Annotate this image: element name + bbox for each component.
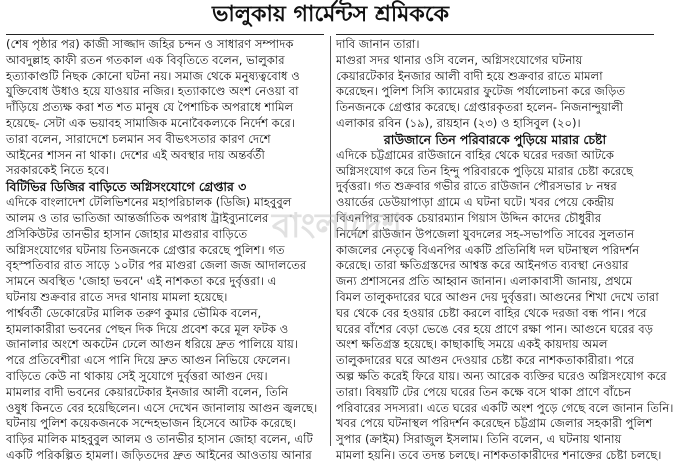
text-line: দুর্বৃত্তরা। গত শুক্রবার গভীর রাতে রাউজান পৌরসভার ৮ নম্বর	[336, 179, 617, 194]
text-line: পরে প্রতিবেশীরা এসে পানি দিয়ে দ্রুত আগুন নিভিয়ে ফেলেন।	[6, 353, 291, 368]
watermark: বাংলাদেশ	[271, 206, 403, 246]
text-line: মামলার বাদী ভবনের কেয়ারটেকার ইনজার আলী বলেন, তিনি	[6, 384, 289, 399]
text-line: জন্য প্রশাসনের প্রতি আহ্বান জানান। এলাকাবাসী জানায়, প্রথমে	[336, 274, 633, 289]
text-line: ঘরের বাঁশের বেড়া ভেঙে বের হয়ে প্রাণে রক্ষা পান। আগুনে ঘরের বড়	[336, 321, 654, 336]
text-line: একটি পরিকল্পিত হামলা। জড়িতদের দ্রুত আইনের আওতায় আনার	[6, 447, 312, 462]
text-line: পরিবারের সদস্যরা। এতে ঘরের একটি অংশ পুড়ে গেছে বলে জানান তিনি।	[336, 400, 673, 415]
text-line: তারা। বিষয়টি টের পেয়ে ঘরের তিন কক্ষে বসে থাকা প্রাণে বাঁচেন	[336, 384, 632, 399]
text-line: কেয়ারটেকার ইনজার আলী বাদী হয়ে শুক্রবার রাতে মামলা	[336, 68, 603, 83]
text-line: কাজলের নেতৃত্বে বিএনপির একটি প্রতিনিধি দল ঘটনাস্থল পরিদর্শন	[336, 242, 640, 257]
text-line: বিমল তালুকদারের ঘরে আগুন দেয় দুর্বৃত্তরা। আগুনের শিখা দেখে তারা	[336, 289, 659, 304]
left-block-1	[6, 37, 324, 179]
text-line: হয়েছে- সেটা এক ভয়াবহ সামাজিক মনোবৈকল্যকে নির্দেশ করে।	[6, 115, 295, 130]
text-line: মাগুরা সদর থানার ওসি বলেন, অগ্নিসংযোগের ঘটনায়	[336, 52, 583, 67]
text-line: প্রসিকিউটর তানভীর হাসান জোহার মাগুরার বাড়িতে	[6, 226, 248, 241]
text-line: আইনের শাসন না থাকা। দেশের এই অবস্থার দায় অন্তর্বর্তী	[6, 147, 265, 162]
text-line: করেছেন। পুলিশ সিসি ক্যামেরার ফুটেজ পর্যালোচনা করে জড়িত	[336, 84, 626, 99]
text-line: সুপার (ক্রাইম) সিরাজুল ইসলাম। তিনি বলেন, এ ঘটনায় থানায়	[336, 432, 622, 447]
text-line: তারা বলেন, সারাদেশে চলমান সব বীভৎসতার কারণ দেশে	[6, 131, 271, 146]
text-line: ঘটনায় শুক্রবার রাতে সদর থানায় মামলা হয়েছে।	[6, 289, 228, 304]
text-line: ঘটনায় পুলিশ কয়েকজনকে সন্দেহভাজন হিসেবে আটক করেছে।	[6, 416, 296, 431]
text-line: দাবি জানান তারা।	[336, 37, 420, 51]
text-line: অল্প ক্ষতি করেই ফিরে যায়। অন্য আরেক ব্যক্তির ঘরেও অগ্নিসংযোগ করে	[336, 368, 667, 383]
text-line: সরকারকেই নিতে হবে।	[6, 163, 110, 178]
text-line: করেছে। তারা ক্ষতিগ্রস্তদের আশ্বস্ত করে আইনগত ব্যবস্থা নেওয়ার	[336, 258, 629, 273]
text-line: মামলা হয়নি। তবে তদন্ত চলছে। নাশকতাকারীদের শনাক্তের চেষ্টা চলছে।	[336, 447, 662, 462]
text-line: সামনে অবস্থিত 'জোহা ভবনে' এই নাশকতা করে দুর্বৃত্তরা। এ	[6, 274, 277, 289]
text-line: দাঁড়িয়ে প্রত্যক্ষ করা শত শত মানুষ যে পৈশাচিক অপরাধে শামিল	[6, 100, 294, 115]
text-line: তিনজনকে গ্রেপ্তার করেছে। গ্রেপ্তারকৃতরা হলেন- নিজনান্দুয়ালী	[336, 100, 624, 115]
text-line: জানালার অংশে অকটেন ঢেলে আগুন ধরিয়ে দ্রুত পালিয়ে যায়।	[6, 337, 299, 352]
text-line: এদিকে চট্টগ্রামের রাউজানে বাহির থেকে ঘরের দরজা আটকে	[336, 147, 614, 162]
text-line: আবদুল্লাহ কাফী রতন গতকাল এক বিবৃতিতে বলেন, ভালুকার	[6, 52, 285, 67]
subheading-btv-dg-arson: বিটিভির ডিজির বাড়িতে অগ্নিসংযোগে গ্রেপ্তার ৩	[6, 179, 247, 195]
headline: ভালুকায় গার্মেন্টস শ্রমিককে	[211, 2, 450, 27]
text-line: খবর পেয়ে ঘটনাস্থল পরিদর্শন করেছেন চট্টগ্রাম জেলার সহকারী পুলিশ	[336, 416, 653, 431]
text-line: বিএনপির সাবেক চেয়ারম্যান গিয়াস উদ্দিন কাদের চৌধুরীর	[336, 210, 602, 225]
text-line: নির্দেশে রাউজান উপজেলা যুবদলের সহ-সভাপতি সাবের সুলতান	[336, 226, 635, 241]
headline-rule-right	[336, 34, 654, 35]
text-line: অগ্নিসংযোগ করে তিন হিন্দু পরিবারকে পুড়িয়ে মারার চেষ্টা করেছে	[336, 163, 634, 178]
text-line: হত্যাকাণ্ডটি নিছক কোনো ঘটনা নয়। সমাজ থেকে মনুষ্যত্ববোধ ও	[6, 68, 300, 83]
headline-rule-left	[6, 34, 324, 35]
text-line: এদিকে বাংলাদেশ টেলিভিশনের মহাপরিচালক (ডিজি) মাহবুবুল	[6, 195, 292, 210]
subheading-raozan-arson: রাউজানে তিন পরিবারকে পুড়িয়ে মারার চেষ্টা	[383, 131, 607, 147]
text-line: (শেষ পৃষ্ঠার পর) কাজী সাজ্জাদ জহির চন্দন ও সাধারণ সম্পাদক	[6, 37, 294, 51]
text-line: বাড়ির মালিক মাহবুবুল আলম ও তানভীর হাসান জোহা বলেন, এটি	[6, 432, 313, 447]
text-line: এলাকার রবিন (১৯), রায়হান (২৩) ও হাসিবুল (২০)।	[336, 115, 581, 130]
text-line: হামলাকারীরা ভবনের পেছন দিক দিয়ে প্রবেশ করে মূল ফটক ও	[6, 321, 289, 336]
text-line: তালুকদারের ঘরে আগুন দেওয়ার চেষ্টা করে নাশকতাকারীরা। পরে	[336, 353, 634, 368]
text-line: অগ্নিসংযোগের ঘটনায় তিনজনকে গ্রেপ্তার করেছে পুলিশ। গত	[6, 242, 285, 257]
text-line: ওষুধ কিনতে বের হয়েছিলেন। এসে দেখেন জানালায় আগুন জ্বলছে।	[6, 400, 318, 415]
text-line: পার্শ্ববর্তী ডেকোরেটর মালিক তরুণ কুমার ভৌমিক বলেন,	[6, 305, 262, 320]
text-line: বৃহস্পতিবার রাত সাড়ে ১০টার পর মাগুরা জেলা জজ আদালতের	[6, 258, 307, 273]
text-line: অংশ ক্ষতিগ্রস্ত হয়েছে। কাছাকাছি সময়ে একই কায়দায় অমল	[336, 337, 608, 352]
text-line: আলম ও তার ভাতিজা আন্তর্জাতিক অপরাধ ট্রাইব্যুনালের	[6, 210, 269, 225]
text-line: ওয়ার্ডের ডেউয়াপাড়া গ্রামে এ ঘটনা ঘটে। খবর পেয়ে কেন্দ্রীয়	[336, 195, 614, 210]
text-line: বাড়িতে কেউ না থাকায় সেই সুযোগে দুর্বৃত্তরা আগুন দেয়।	[6, 368, 268, 383]
text-line: যুক্তিবোধ উধাও হয়ে যাওয়ার নজির। হত্যাকাণ্ডে অংশ নেওয়া বা	[6, 84, 299, 99]
right-block-1	[336, 37, 654, 132]
text-line: ঘর থেকে বের হওয়ার চেষ্টা করলে বাহির থেকে দরজা বন্ধ পান। পরে	[336, 305, 647, 320]
